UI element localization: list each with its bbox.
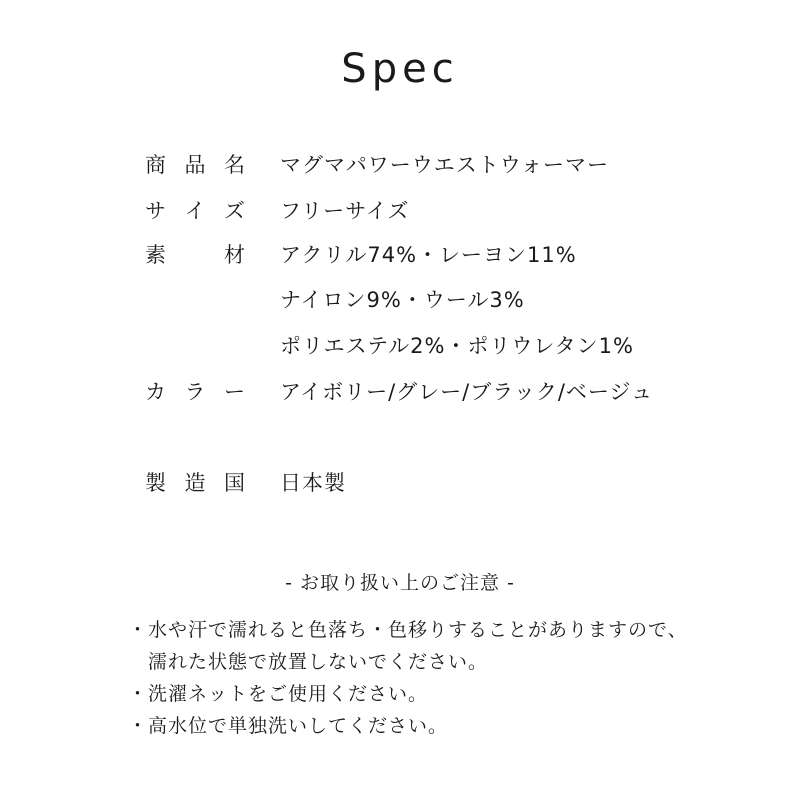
- label-char: 素: [145, 243, 166, 267]
- spec-value-size: フリーサイズ: [280, 199, 410, 223]
- label-char: 国: [224, 471, 245, 495]
- label-char: 品: [184, 153, 206, 177]
- spec-label-color: [145, 377, 245, 407]
- page-title: Spec: [341, 46, 459, 92]
- spec-value-origin: 日本製: [280, 471, 346, 495]
- spec-value-material-2: ナイロン9%・ウール3%: [280, 288, 525, 312]
- label-char: 造: [184, 471, 206, 495]
- label-char: 材: [224, 243, 245, 267]
- label-char: イ: [184, 199, 206, 223]
- label-char: ラ: [184, 380, 206, 404]
- label-char: ー: [224, 380, 245, 404]
- spec-value-material-1: アクリル74%・レーヨン11%: [280, 243, 577, 267]
- label-char: 製: [145, 471, 166, 495]
- label-char: ズ: [224, 199, 245, 223]
- care-notice-heading: - お取り扱い上のご注意 -: [285, 572, 515, 594]
- care-note-continued: 濡れた状態で放置しないでください。: [148, 651, 489, 673]
- label-char: サ: [145, 199, 166, 223]
- care-note: ・洗濯ネットをご使用ください。: [128, 683, 429, 705]
- spec-value-color: アイボリー/グレー/ブラック/ベージュ: [280, 380, 654, 404]
- label-char: 商: [145, 153, 166, 177]
- spec-label-product: [145, 150, 245, 180]
- spec-label-size: [145, 196, 245, 226]
- care-note: ・高水位で単独洗いしてください。: [128, 715, 449, 737]
- spec-value-material-3: ポリエステル2%・ポリウレタン1%: [280, 334, 634, 358]
- spec-value-product: マグマパワーウエストウォーマー: [280, 153, 609, 177]
- care-note: ・水や汗で濡れると色落ち・色移りすることがありますので、: [128, 619, 688, 641]
- label-char: 名: [224, 153, 245, 177]
- spec-label-origin: [145, 468, 245, 498]
- label-char: カ: [145, 380, 166, 404]
- spec-label-material: [145, 240, 245, 270]
